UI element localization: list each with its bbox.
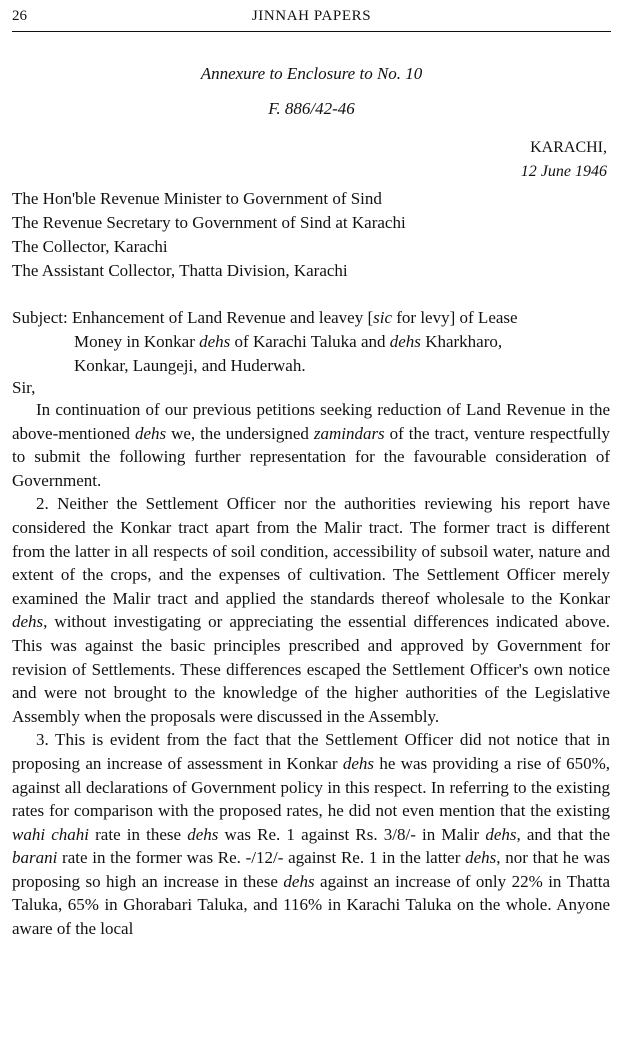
place: KARACHI, xyxy=(530,139,607,156)
annexure-heading: Annexure to Enclosure to No. 10 xyxy=(200,64,423,83)
subject-line-1: Subject: Enhancement of Land Revenue and leavey [sic for levy] of Lease xyxy=(12,308,518,327)
subject-label: Subject: xyxy=(12,308,68,327)
letter-body xyxy=(12,398,610,941)
addressee-line: The Assistant Collector, Thatta Division, Karachi xyxy=(12,261,348,280)
addressee-line: The Revenue Secretary to Government of Sind at Karachi xyxy=(12,213,406,232)
paragraph-2: 2. Neither the Settlement Officer nor the authorities reviewing his report have considered the Konkar tract apart from the Malir tract. The former tract is different from the latter in all respects of soil condition, accessibility of subsoil water, nature and extent of the crops, and the expenses of cultivation. The Settlement Officer merely examined the Malir tract and applied the standards thereof wholesale to the Konkar dehs, without investigating or appreciating the essential differences indicated above. This was against the basic principles prescribed and approved by Government for revision of Settlements. These differences escaped the Settlement Officer's own notice and were not brought to the knowledge of the higher authorities of the Legislative Assembly when the proposals were discussed in the Assembly. xyxy=(12,494,610,726)
subject-line-3: Konkar, Laungeji, and Huderwah. xyxy=(74,356,306,375)
addressee-line: The Hon'ble Revenue Minister to Government of Sind xyxy=(12,189,382,208)
date: 12 June 1946 xyxy=(520,163,607,180)
paragraph-3: 3. This is evident from the fact that the Settlement Officer did not notice that in proposing an increase of assessment in Konkar dehs he was providing a rise of 650%, against all declarations of Government policy in this respect. In referring to the existing rates for comparison with the proposed rates, he did not even mention that the existing wahi chahi rate in these dehs was Re. 1 against Rs. 3/8/- in Malir dehs, and that the barani rate in the former was Re. -/12/- against Re. 1 in the latter dehs, nor that he was proposing so high an increase in these dehs against an increase of only 22% in Thatta Taluka, 65% in Ghorabari Taluka, and 116% in Karachi Taluka on the whole. Anyone aware of the local xyxy=(12,730,611,939)
file-reference: F. 886/42-46 xyxy=(268,99,355,118)
running-head: JINNAH PAPERS xyxy=(251,8,372,24)
addressee-line: The Collector, Karachi xyxy=(12,237,168,256)
page-number: 26 xyxy=(12,8,27,24)
salutation: Sir, xyxy=(12,378,36,397)
subject-block xyxy=(12,306,610,378)
page-header xyxy=(12,5,611,32)
subject-line-2: Money in Konkar dehs of Karachi Taluka and dehs Kharkharo, xyxy=(74,332,503,351)
paragraph-1: In continuation of our previous petitions seeking reduction of Land Revenue in the above-mentioned dehs we, the undersigned zamindars of the tract, venture respectfully to submit the following further representation for the favourable consideration of Government. xyxy=(12,400,610,490)
